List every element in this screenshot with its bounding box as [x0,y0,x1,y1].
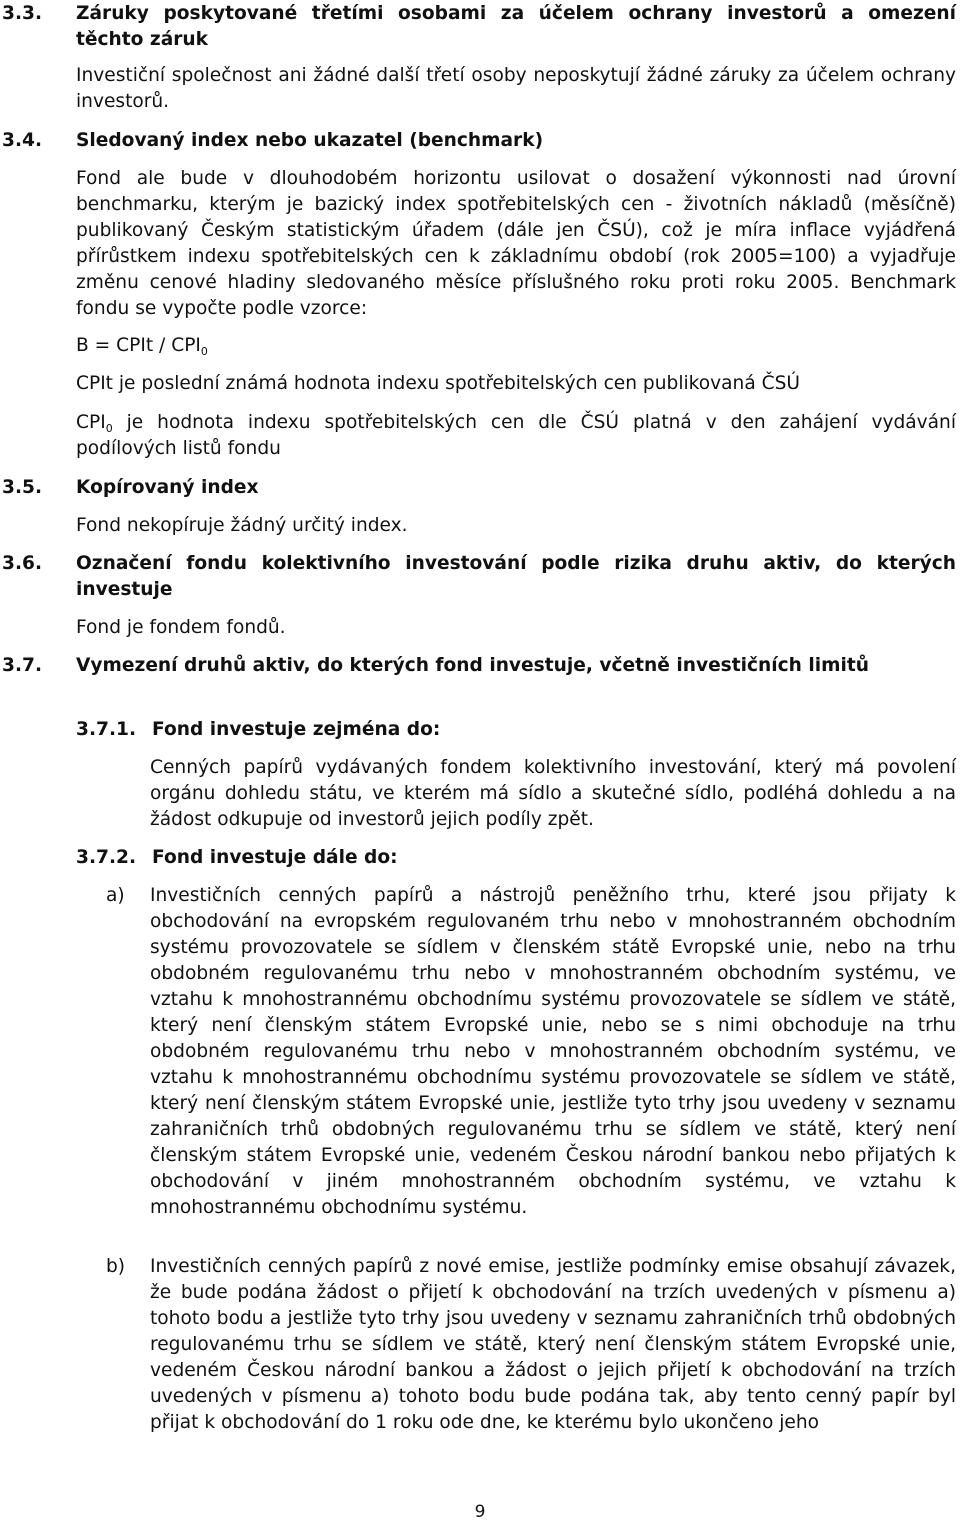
benchmark-formula [76,333,956,359]
section-3-7-number: 3.7. [2,655,43,676]
section-3-6-number: 3.6. [2,553,43,574]
item-a-label: a) [106,885,125,906]
section-3-7-1-number: 3.7.1. [76,719,137,740]
section-3-5-body: Fond nekopíruje žádný určitý index. [76,515,408,536]
section-3-4-body: Fond ale bude v dlouhodobém horizontu usilovat o dosažení výkonnosti nad úrovní benchmarku, kterým je bazický index spotřebitelských cen - životních nákladů (měsíčně) publikovaný Českým statistickým úřadem (dále jen ČSÚ), což je míra inflace vyjádřená přírůstkem indexu spotřebitelských cen k základnímu období (rok 2005=100) a vyjadřuje změnu cenové hladiny sledovaného měsíce příslušného roku proti roku 2005. Benchmark fondu se vypočte podle vzorce: [76,168,956,319]
item-b-label: b) [106,1256,126,1277]
section-3-5-number: 3.5. [2,477,43,498]
item-a-text: Investičních cenných papírů a nástrojů peněžního trhu, které jsou přijaty k obchodování na evropském regulovaném trhu nebo v mnohostranném obchodním systému provozovatele se sídlem v členském státě Evropské unie, nebo na trhu obdobném regulovanému trhu nebo v mnohostranném obchodním systému, ve vztahu k mnohostrannému obchodnímu systému provozovatele se sídlem ve státě, který není členským státem Evropské unie, nebo se s nimi obchoduje na trhu obdobném regulovanému trhu nebo v mnohostranném obchodním systému, ve vztahu k mnohostrannému obchodnímu systému provozovatele se sídlem ve státě, který není členským státem Evropské unie, jestliže tyto trhy jsou uvedeny v seznamu zahraničních trhů obdobných regulovanému trhu se sídlem ve státě, který není členským státem Evropské unie, vedeném Českou národní bankou nebo přijatých k obchodování v jiném mnohostranném obchodním systému, ve vztahu k mnohostrannému obchodnímu systému. [150,885,956,1218]
formula-lhs: B = CPIt / CPI [76,335,201,356]
item-b-text: Investičních cenných papírů z nové emise, jestliže podmínky emise obsahují závazek, že bude podána žádost o přijetí k obchodování na trzích uvedených v písmenu a) tohoto bodu a jestliže tyto trhy jsou uvedeny v seznamu zahraničních trhů obdobných regulovanému trhu se sídlem ve státě, který není členským státem Evropské unie, vedeném Českou národní bankou a žádost o jejich přijetí k obchodování na trzích uvedených v písmenu a) tohoto bodu bude podána tak, aby tento cenný papír byl přijat k obchodování do 1 roku ode dne, ke kterému bylo ukončeno jeho [150,1256,956,1433]
section-3-6-heading: Označení fondu kolektivního investování podle rizika druhu aktiv, do kterých investuje [76,553,956,600]
section-3-7-heading: Vymezení druhů aktiv, do kterých fond investuje, včetně investičních limitů [76,655,869,676]
cpi0-definition [76,410,956,462]
page-number: 9 [474,1502,486,1522]
section-3-7-1-heading: Fond investuje zejména do: [152,719,441,740]
cpi0-label: CPI [76,412,106,433]
section-3-4-number: 3.4. [2,130,43,151]
section-3-7-2-number: 3.7.2. [76,847,137,868]
section-3-3-number: 3.3. [2,3,43,24]
formula-subscript: 0 [200,345,208,358]
section-3-3-body: Investiční společnost ani žádné další třetí osoby neposkytují žádné záruky za účelem ochrany investorů. [76,65,956,112]
cpi0-text: je hodnota indexu spotřebitelských cen dle ČSÚ platná v den zahájení vydávání podílových listů fondu [76,412,956,459]
section-3-7-1-body: Cenných papírů vydávaných fondem kolektivního investování, který má povolení orgánu dohledu státu, ve kterém má sídlo a skutečné sídlo, podléhá dohledu a na žádost odkupuje od investorů jejich podíly zpět. [150,757,956,830]
section-3-4-heading: Sledovaný index nebo ukazatel (benchmark) [76,130,544,151]
section-3-6-body: Fond je fondem fondů. [76,617,286,638]
section-3-5-heading: Kopírovaný index [76,477,259,498]
section-3-7-2-heading: Fond investuje dále do: [152,847,398,868]
cpi0-subscript: 0 [105,422,113,435]
cpit-definition: CPIt je poslední známá hodnota indexu spotřebitelských cen publikovaná ČSÚ [76,373,801,394]
section-3-3-heading: Záruky poskytované třetími osobami za účelem ochrany investorů a omezení těchto záruk [76,3,956,50]
